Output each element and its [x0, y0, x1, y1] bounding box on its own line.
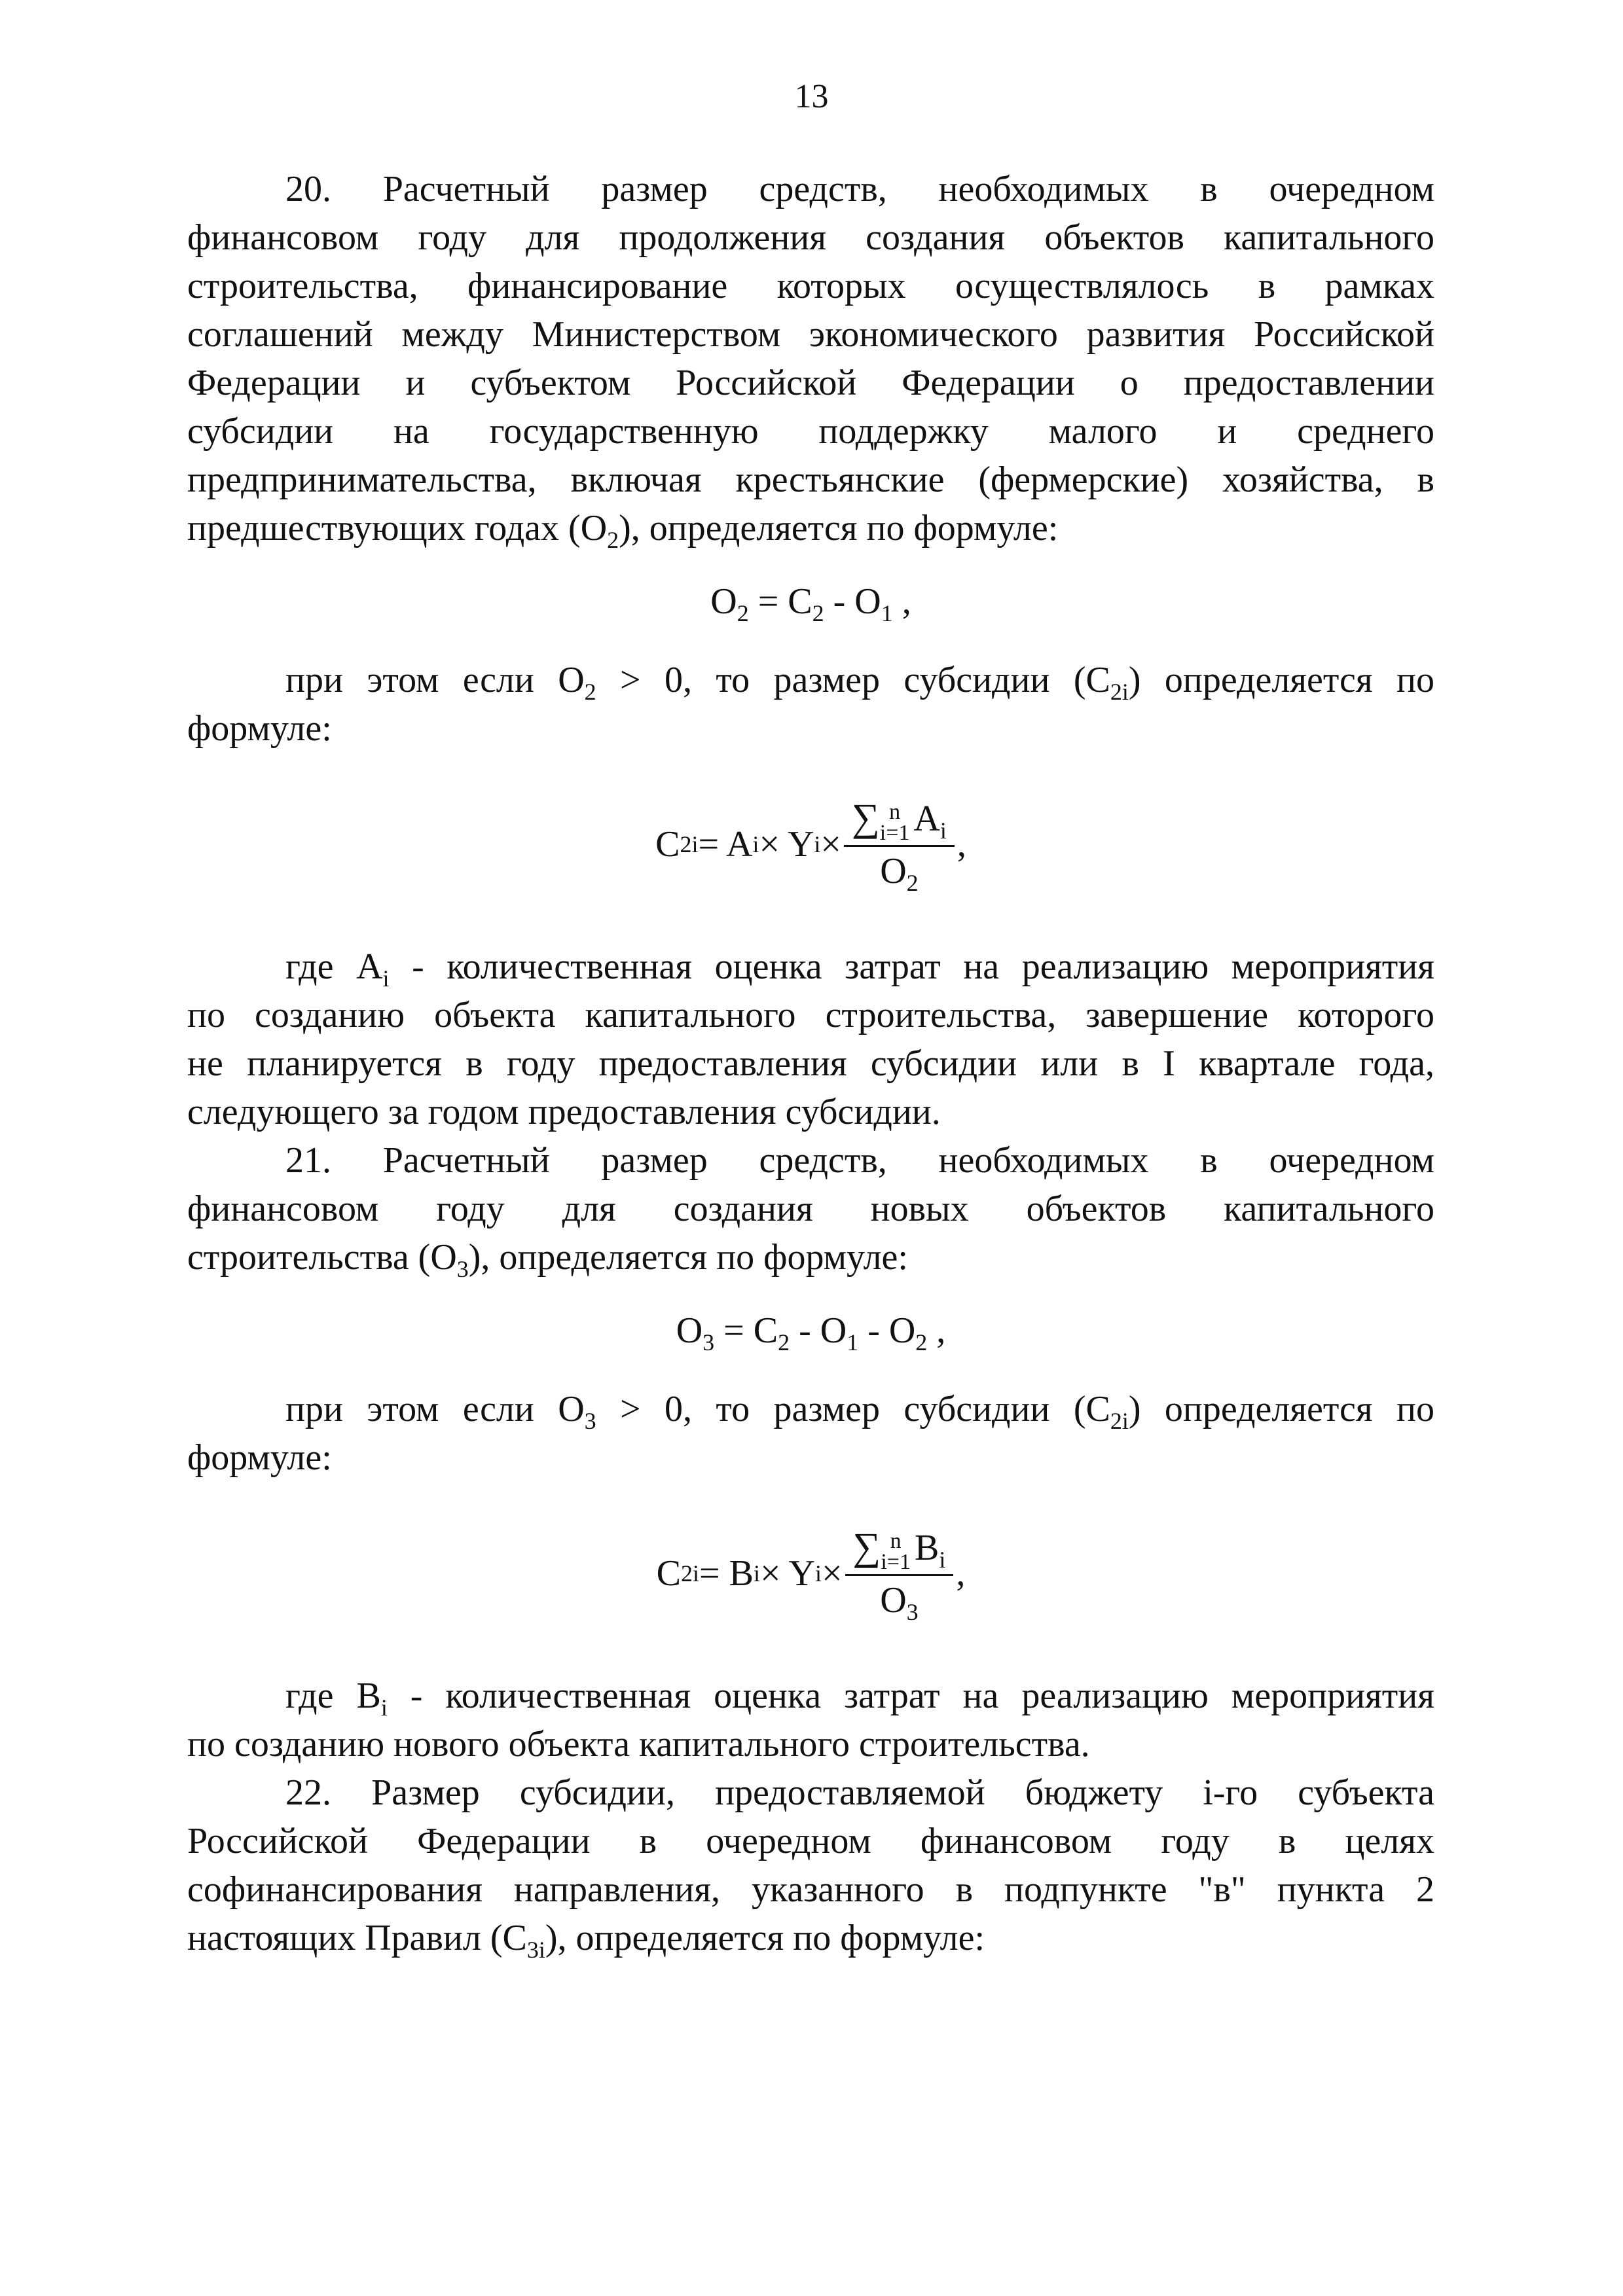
- fraction-denominator: [880, 847, 919, 896]
- paragraph-20: [187, 165, 1434, 552]
- text-fragment: > 0, то размер субсидии (C: [596, 1389, 1110, 1429]
- text-line: 22. Размер субсидии, предоставляемой бюджету i-го субъекта: [285, 1772, 1434, 1813]
- text-fragment: строительства (O: [187, 1237, 457, 1278]
- formula-o3: [187, 1306, 1434, 1355]
- text-fragment: ), определяется по формуле:: [545, 1918, 985, 1958]
- text-line: Федерации и субъектом Российской Федерации о предоставлении: [187, 363, 1434, 403]
- text-line: [187, 1914, 1434, 1962]
- text-line: финансовом году для продолжения создания объектов капитального: [187, 217, 1434, 258]
- formula-term: = B: [699, 1553, 754, 1594]
- formula-term: O: [880, 1579, 907, 1621]
- formula-term: = A: [698, 824, 753, 865]
- subscript: 2i: [1110, 1408, 1129, 1435]
- text-line: следующего за годом предоставления субсидии.: [187, 1092, 941, 1132]
- text-line: формуле:: [187, 1437, 332, 1478]
- formula-c2i-a: C 2i = A i × Y i × ∑ n i=1 $A_i$ $O_2$ ,: [655, 796, 966, 896]
- formula-term: C: [656, 1553, 682, 1594]
- formula-term: - O: [858, 1310, 916, 1351]
- subscript: i: [939, 817, 947, 844]
- sum-limits: [881, 1528, 911, 1574]
- text-fragment: при этом если O: [285, 660, 585, 700]
- formula-term: O: [880, 850, 907, 891]
- subscript: 2: [906, 869, 919, 896]
- formula-term: A: [913, 798, 940, 840]
- subscript: 1: [881, 600, 893, 627]
- text-line: по созданию нового объекта капитального строительства.: [187, 1724, 1090, 1765]
- subscript: 1: [847, 1329, 859, 1356]
- text-fragment: где A: [285, 946, 383, 987]
- paragraph-21: [187, 1136, 1434, 1282]
- subscript: 2: [737, 600, 749, 627]
- text-line: [187, 1672, 1434, 1720]
- subscript: i: [382, 965, 390, 992]
- text-line: строительства, финансирование которых осуществлялось в рамках: [187, 266, 1434, 306]
- text-line: [187, 1385, 1434, 1433]
- text-fragment: - количественная оценка затрат на реализацию мероприятия: [389, 946, 1434, 987]
- text-line: [187, 1233, 1434, 1282]
- document-body: [187, 165, 1434, 1962]
- subscript: 2: [584, 679, 596, 706]
- page-number: 13: [794, 78, 829, 115]
- formula-c2i-b: C 2i = B i × Y i × ∑ n i=1 $B_i$ $O_3$ ,: [656, 1525, 966, 1625]
- subscript: 3: [456, 1256, 469, 1283]
- formula-o2: [187, 577, 1434, 626]
- text-line: 21. Расчетный размер средств, необходимых в очередном: [285, 1140, 1434, 1181]
- definition-bi: [187, 1672, 1434, 1768]
- text-line: предпринимательства, включая крестьянские (фермерские) хозяйства, в: [187, 459, 1434, 500]
- formula-term: ,: [957, 824, 966, 865]
- condition-1: [187, 656, 1434, 753]
- formula-term: C: [655, 824, 680, 865]
- text-fragment: ), определяется по формуле:: [468, 1237, 908, 1278]
- text-line: финансовом году для создания новых объектов капитального: [187, 1189, 1434, 1229]
- formula-term: ,: [956, 1553, 966, 1594]
- fraction: [845, 1525, 954, 1625]
- formula-term: × Y: [759, 1553, 815, 1594]
- formula-term: = C: [748, 581, 812, 622]
- formula-term: - O: [824, 581, 881, 622]
- text-line: [187, 504, 1434, 552]
- formula-term: B: [914, 1528, 939, 1569]
- subscript: 2: [607, 527, 619, 554]
- text-fragment: где B: [285, 1676, 381, 1716]
- formula-term: - O: [790, 1310, 847, 1351]
- text-line: формуле:: [187, 708, 332, 749]
- fraction-denominator: [880, 1576, 919, 1625]
- sum-lower: i=1: [881, 1549, 911, 1574]
- definition-ai: [187, 942, 1434, 1136]
- text-line: Российской Федерации в очередном финансовом году в целях: [187, 1821, 1434, 1861]
- text-line: соглашений между Министерством экономического развития Российской: [187, 314, 1434, 355]
- formula-term: = C: [714, 1310, 778, 1351]
- sum-upper: n: [889, 799, 901, 824]
- sum-lower: i=1: [879, 820, 910, 845]
- text-fragment: настоящих Правил (C: [187, 1918, 527, 1958]
- subscript: 2: [915, 1329, 928, 1356]
- text-fragment: > 0, то размер субсидии (C: [596, 660, 1110, 700]
- paragraph-22: [187, 1768, 1434, 1962]
- text-fragment: ) определяется по: [1128, 1389, 1434, 1429]
- formula-term: × Y: [759, 824, 814, 865]
- subscript: 3: [702, 1329, 715, 1356]
- formula-term: O: [676, 1310, 703, 1351]
- sum-limits: [879, 799, 910, 845]
- formula-term: O: [710, 581, 737, 622]
- subscript: 2i: [1110, 679, 1129, 706]
- sum-symbol: ∑: [852, 1525, 881, 1569]
- formula-term: ,: [892, 581, 911, 622]
- subscript: i: [939, 1547, 946, 1573]
- subscript: i: [380, 1695, 388, 1721]
- subscript: 2: [812, 600, 824, 627]
- text-fragment: ), определяется по формуле:: [619, 508, 1059, 548]
- sum-upper: n: [890, 1528, 902, 1553]
- text-line: по созданию объекта капитального строительства, завершение которого: [187, 995, 1434, 1035]
- sum-symbol: ∑: [852, 796, 880, 840]
- fraction-numerator: [844, 796, 955, 846]
- text-fragment: предшествующих годах (O: [187, 508, 608, 548]
- formula-term: ×: [820, 824, 841, 865]
- text-fragment: при этом если O: [285, 1389, 585, 1429]
- fraction-numerator: [845, 1525, 954, 1575]
- condition-2: [187, 1385, 1434, 1482]
- subscript: 3: [584, 1408, 596, 1435]
- text-line: софинансирования направления, указанного в подпункте "в" пункта 2: [187, 1869, 1434, 1910]
- subscript: 3i: [526, 1937, 545, 1964]
- fraction: [844, 796, 955, 896]
- text-line: не планируется в году предоставления субсидии или в I квартале года,: [187, 1043, 1434, 1084]
- text-fragment: ) определяется по: [1128, 660, 1434, 700]
- text-line: [187, 656, 1434, 704]
- text-fragment: - количественная оценка затрат на реализацию мероприятия: [387, 1676, 1434, 1716]
- text-line: субсидии на государственную поддержку малого и среднего: [187, 411, 1434, 452]
- subscript: 2: [778, 1329, 790, 1356]
- subscript: 3: [906, 1598, 919, 1625]
- text-line: [187, 942, 1434, 991]
- formula-term: ,: [927, 1310, 946, 1351]
- text-line: 20. Расчетный размер средств, необходимых в очередном: [285, 169, 1434, 209]
- formula-term: ×: [821, 1553, 843, 1594]
